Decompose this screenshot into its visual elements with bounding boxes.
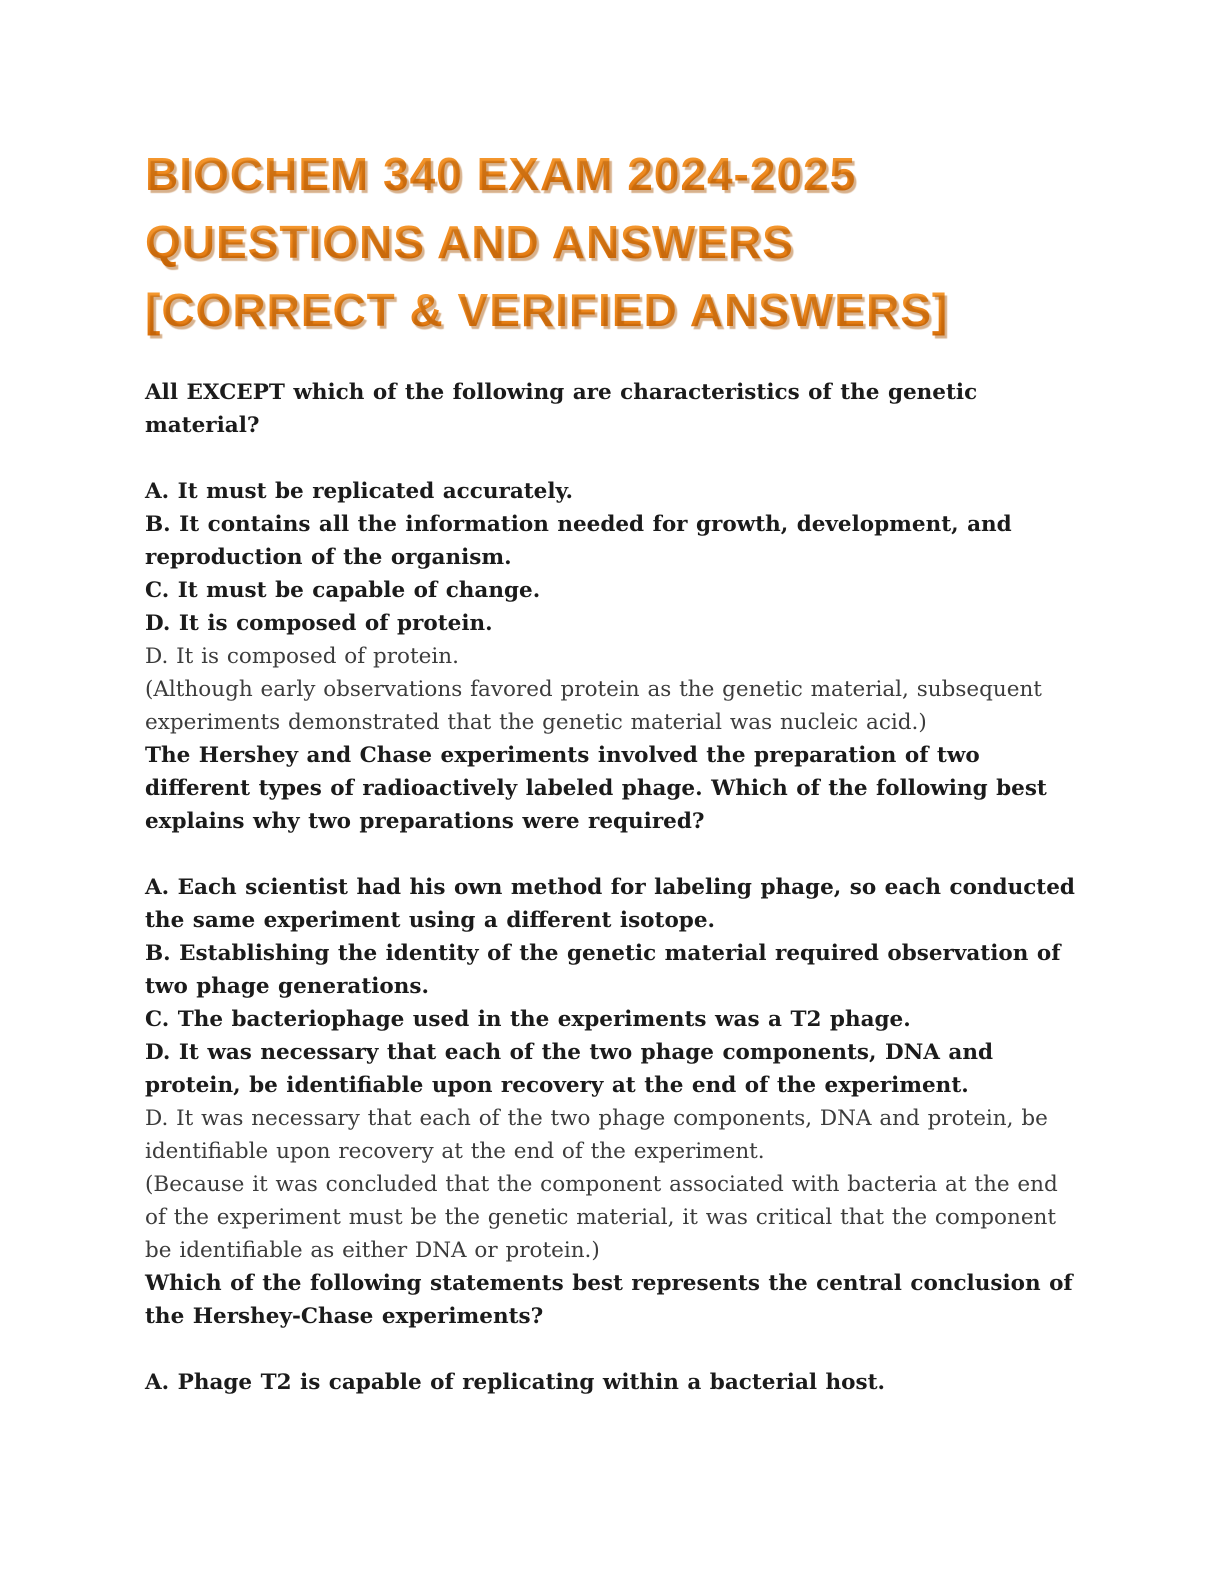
document-body: [145, 376, 1078, 1399]
explanation: (Because it was concluded that the component associated with bacteria at the end of the experiment must be the genetic material, it was critical that the component be identifiable as either DNA or protein.): [145, 1172, 1058, 1263]
question-text: Which of the following statements best represents the central conclusion of the Hershey-Chase experiments?: [145, 1271, 1073, 1329]
page-title-line-2: QUESTIONS AND ANSWERS: [145, 208, 1078, 276]
answer-option: D. It was necessary that each of the two phage components, DNA and protein, be identifiable upon recovery at the end of the experiment.: [145, 1040, 994, 1098]
answer-option: C. It must be capable of change.: [145, 578, 541, 603]
question-text: All EXCEPT which of the following are characteristics of the genetic material?: [145, 380, 978, 438]
page-title-line-3: [CORRECT & VERIFIED ANSWERS]: [145, 276, 1078, 344]
explanation: (Although early observations favored protein as the genetic material, subsequent experiments demonstrated that the genetic material was nucleic acid.): [145, 677, 1042, 735]
page-title: [145, 140, 1078, 344]
answer-key: D. It was necessary that each of the two phage components, DNA and protein, be identifiable upon recovery at the end of the experiment.: [145, 1106, 1048, 1164]
question-text: The Hershey and Chase experiments involved the preparation of two different types of radioactively labeled phage. Which of the following best explains why two preparations were required?: [145, 743, 1047, 834]
answer-option: D. It is composed of protein.: [145, 611, 493, 636]
answer-option: B. Establishing the identity of the genetic material required observation of two phage generations.: [145, 941, 1061, 999]
answer-option: A. Phage T2 is capable of replicating within a bacterial host.: [145, 1370, 886, 1395]
answer-option: A. It must be replicated accurately.: [145, 479, 574, 504]
page-title-line-1: BIOCHEM 340 EXAM 2024-2025: [145, 140, 1078, 208]
answer-option: B. It contains all the information needed for growth, development, and reproduction of the organism.: [145, 512, 1012, 570]
answer-key: D. It is composed of protein.: [145, 644, 459, 669]
answer-option: C. The bacteriophage used in the experiments was a T2 phage.: [145, 1007, 911, 1032]
answer-option: A. Each scientist had his own method for labeling phage, so each conducted the same experiment using a different isotope.: [145, 875, 1075, 933]
